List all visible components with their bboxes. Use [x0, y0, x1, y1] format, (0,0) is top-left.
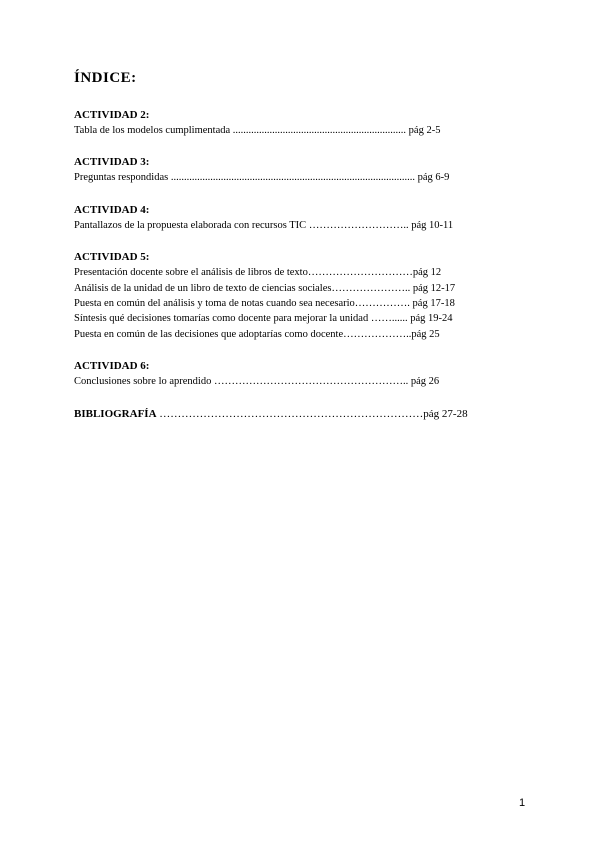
section-heading: ACTIVIDAD 6: [74, 360, 150, 373]
entry-text: Síntesis qué decisiones tomarías como docente para mejorar la unidad [74, 313, 369, 325]
entry-text: Preguntas respondidas [74, 172, 169, 184]
entry-page: . pág 10-11 [405, 219, 454, 231]
entry-leader: ……………………………………………………………… [156, 407, 424, 420]
entry-leader: ............................................................................................. [168, 172, 415, 184]
section-heading: ACTIVIDAD 2: [74, 109, 150, 121]
entry-leader: ……………….. [343, 328, 412, 340]
entry-page: pág 19-24 [407, 313, 453, 325]
index-title: ÍNDICE: [74, 70, 137, 86]
entry-page: pág 2-5 [406, 125, 441, 136]
entry-page: pág 25 [411, 328, 440, 340]
toc-entry[interactable] [74, 311, 514, 326]
toc-entry[interactable] [74, 296, 514, 311]
toc-section-actividad-2 [74, 108, 514, 138]
section-heading: ACTIVIDAD 4: [74, 203, 150, 216]
entry-text: Conclusiones sobre lo aprendido [74, 376, 212, 388]
entry-text: Puesta en común de las decisiones que adoptarías como docente [74, 328, 344, 340]
toc-entry[interactable] [74, 327, 514, 342]
table-of-contents [74, 108, 514, 439]
entry-text: Tabla de los modelos cumplimentada [74, 125, 231, 136]
entry-leader: ………………….. [331, 282, 411, 294]
toc-entry[interactable] [74, 170, 514, 185]
toc-section-actividad-5 [74, 250, 514, 342]
toc-section-actividad-3 [74, 155, 514, 185]
page-number: 1 [519, 797, 526, 809]
toc-section-bibliografia [74, 407, 514, 422]
section-heading: ACTIVIDAD 3: [74, 156, 150, 169]
entry-leader: ………………………………………………. [211, 376, 406, 388]
toc-entry[interactable] [74, 374, 514, 389]
entry-text: Puesta en común del análisis y toma de notas cuando sea necesario [74, 298, 355, 310]
entry-leader: .................................................................. [230, 125, 407, 136]
entry-leader: ……………. [354, 298, 410, 310]
entry-leader: ………………………… [307, 267, 413, 279]
entry-text: Presentación docente sobre el análisis de libros de texto [74, 267, 308, 279]
toc-entry[interactable] [74, 123, 514, 138]
entry-page: pág 27-28 [423, 407, 468, 420]
entry-leader: ……...... [368, 313, 408, 325]
toc-entry-bibliography[interactable] [74, 407, 514, 422]
entry-page: . pág 26 [405, 376, 440, 388]
entry-leader: ………………………. [306, 219, 406, 231]
toc-entry[interactable] [74, 281, 514, 296]
entry-page: pág 12 [412, 267, 442, 279]
toc-section-actividad-6 [74, 359, 514, 389]
section-heading: ACTIVIDAD 5: [74, 251, 150, 264]
entry-page: pág 17-18 [409, 298, 455, 310]
toc-entry[interactable] [74, 218, 514, 233]
toc-section-actividad-4 [74, 203, 514, 233]
entry-page: pág 12-17 [410, 282, 456, 294]
entry-text: Análisis de la unidad de un libro de texto de ciencias sociales [74, 282, 332, 294]
entry-text: Pantallazos de la propuesta elaborada con recursos TIC [74, 219, 307, 231]
toc-entry[interactable] [74, 265, 514, 280]
bibliography-heading: BIBLIOGRAFÍA [74, 407, 157, 420]
entry-page: pág 6-9 [414, 172, 450, 184]
